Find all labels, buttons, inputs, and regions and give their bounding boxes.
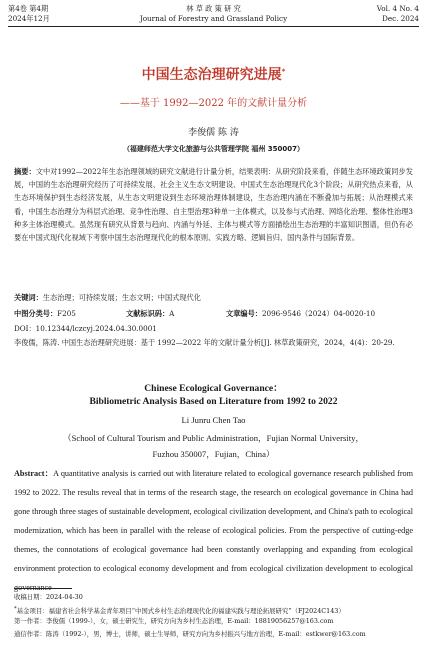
author-affiliation: （福建师范大学文化旅游与公共管理学院 福州 350007） <box>122 145 305 153</box>
doc-value: A <box>169 309 175 318</box>
article-value: 2096-9546（2024）04-0020-10 <box>261 309 376 318</box>
footnote-rule <box>14 588 72 589</box>
issue-date: 2024年12月 <box>8 14 50 23</box>
abstract-label: 摘要： <box>14 167 36 176</box>
doc-label: 文献标识码： <box>126 309 170 318</box>
citation: 李俊儒，陈涛. 中国生态治理研究进展：基于 1992—2022 年的文献计量分析[J]. 林草政策研究，2024，4(4)：20-29. <box>14 338 395 347</box>
english-affiliation-line-2: Fuzhou 350007，Fujian，China） <box>152 449 275 459</box>
keywords <box>14 293 413 303</box>
english-title-line-2: Bibliometric Analysis Based on Literature from 1992 to 2022 <box>89 396 338 407</box>
article-label: 文章编号： <box>226 309 262 318</box>
footnote-first-author: 第一作者：李俊儒（1999-），女，硕士研究生，研究方向为乡村生态治理，E-mail：18819056257@163.com <box>14 617 334 625</box>
clc-label: 中图分类号： <box>14 309 58 318</box>
journal-name-en: Journal of Forestry and Grassland Policy <box>139 14 288 23</box>
english-affiliation-line-1: （School of Cultural Tourism and Public Administration，Fujian Normal University， <box>63 433 364 443</box>
keywords-label: 关键词： <box>14 293 43 302</box>
article-number <box>226 309 375 319</box>
issue-date-en: Dec. 2024 <box>382 14 419 23</box>
journal-name-cn: 林 草 政 策 研 究 <box>186 4 241 13</box>
volume-issue-en: Vol. 4 No. 4 <box>376 4 419 13</box>
english-abstract-text: A quantitative analysis is carried out with literature related to ecological governance research published from 1992 to 2022. The results reveal that in terms of the research stage, the research on ecological governance in China had gone through three stages of sustainable development, ecological civilization development, and China's path to ecological modernization, which has been in parallel with the release of ecological policies. From the perspective of cutting-edge themes, the connotations of ecological governance had been constantly overlapping and expanding from ecological environment protection to ecological economy development and from ecological civilization development to ecological governance <box>14 469 414 592</box>
paper-title <box>0 64 427 84</box>
doi[interactable]: DOI：10.12344/lczcyj.2024.04.30.0001 <box>14 324 157 333</box>
english-abstract-label: Abstract： <box>14 469 54 478</box>
paper-subtitle: ——基于 1992—2022 年的文献计量分析 <box>119 98 308 109</box>
english-authors: Li Junru Chen Tao <box>181 415 246 425</box>
footnote-corresponding-author: 通信作者：陈涛（1992-），男，博士，讲师，硕士生导师，研究方向为乡村振兴与地方治理，E-mail：estkwer@163.com <box>14 630 366 638</box>
issue-info-en <box>377 4 419 24</box>
english-abstract <box>14 464 413 597</box>
header-rule <box>8 26 419 27</box>
journal-name <box>8 4 419 24</box>
fund-mark: * <box>14 606 17 612</box>
paper-title-text: 中国生态治理研究进展 <box>141 67 282 83</box>
volume-issue: 第4卷 第4期 <box>8 4 49 13</box>
abstract-cn <box>14 165 413 244</box>
footnote-fund <box>14 604 413 616</box>
clc-number <box>14 309 76 319</box>
english-title-line-1: Chinese Ecological Governance： <box>144 383 283 394</box>
author-list: 李俊儒 陈 涛 <box>188 128 239 138</box>
abstract-text: 文中对1992—2022年生态治理领域的研究文献进行计量分析，结果表明：从研究阶段来看，伴随生态环境政策同步发展，中国的生态治理研究经历了可持续发展、社会主义生态文明建设、中国式生态治理现代化3个阶段；从研究热点来看，从生态环境保护到生态经济发展，从生态文明建设到生态环境治理体制建设，生态治理内涵在不断叠加与拓展；从治理模式来看，中国生态治理分为科层式治理、竞争性治理、自主型治理3种单一主体模式，以及参与式治理、网络化治理、整体性治理3种多主体治理模式。虽然现有研究从背景与趋向、内涵与外延、主体与模式等方面描绘出生态治理的丰富知识图谱，但仍有必要在中国式现代化视域下考察中国生态治理现代化的根本原则、实践方略、逻辑旨归、国内条件与国际背景。 <box>14 167 413 243</box>
keywords-text: 生态治理；可持续发展；生态文明；中国式现代化 <box>42 293 201 302</box>
clc-value: F205 <box>57 309 76 318</box>
footnote-received: 收稿日期：2024-04-30 <box>14 593 83 601</box>
title-footnote-mark: * <box>281 67 286 76</box>
document-code <box>126 309 174 319</box>
running-header <box>8 4 419 28</box>
fund-text: 基金项目：福建省社会科学基金青年项目“中国式乡村生态治理现代化的福建实践与理论拓展研究”（FJ2024C143） <box>16 607 345 616</box>
